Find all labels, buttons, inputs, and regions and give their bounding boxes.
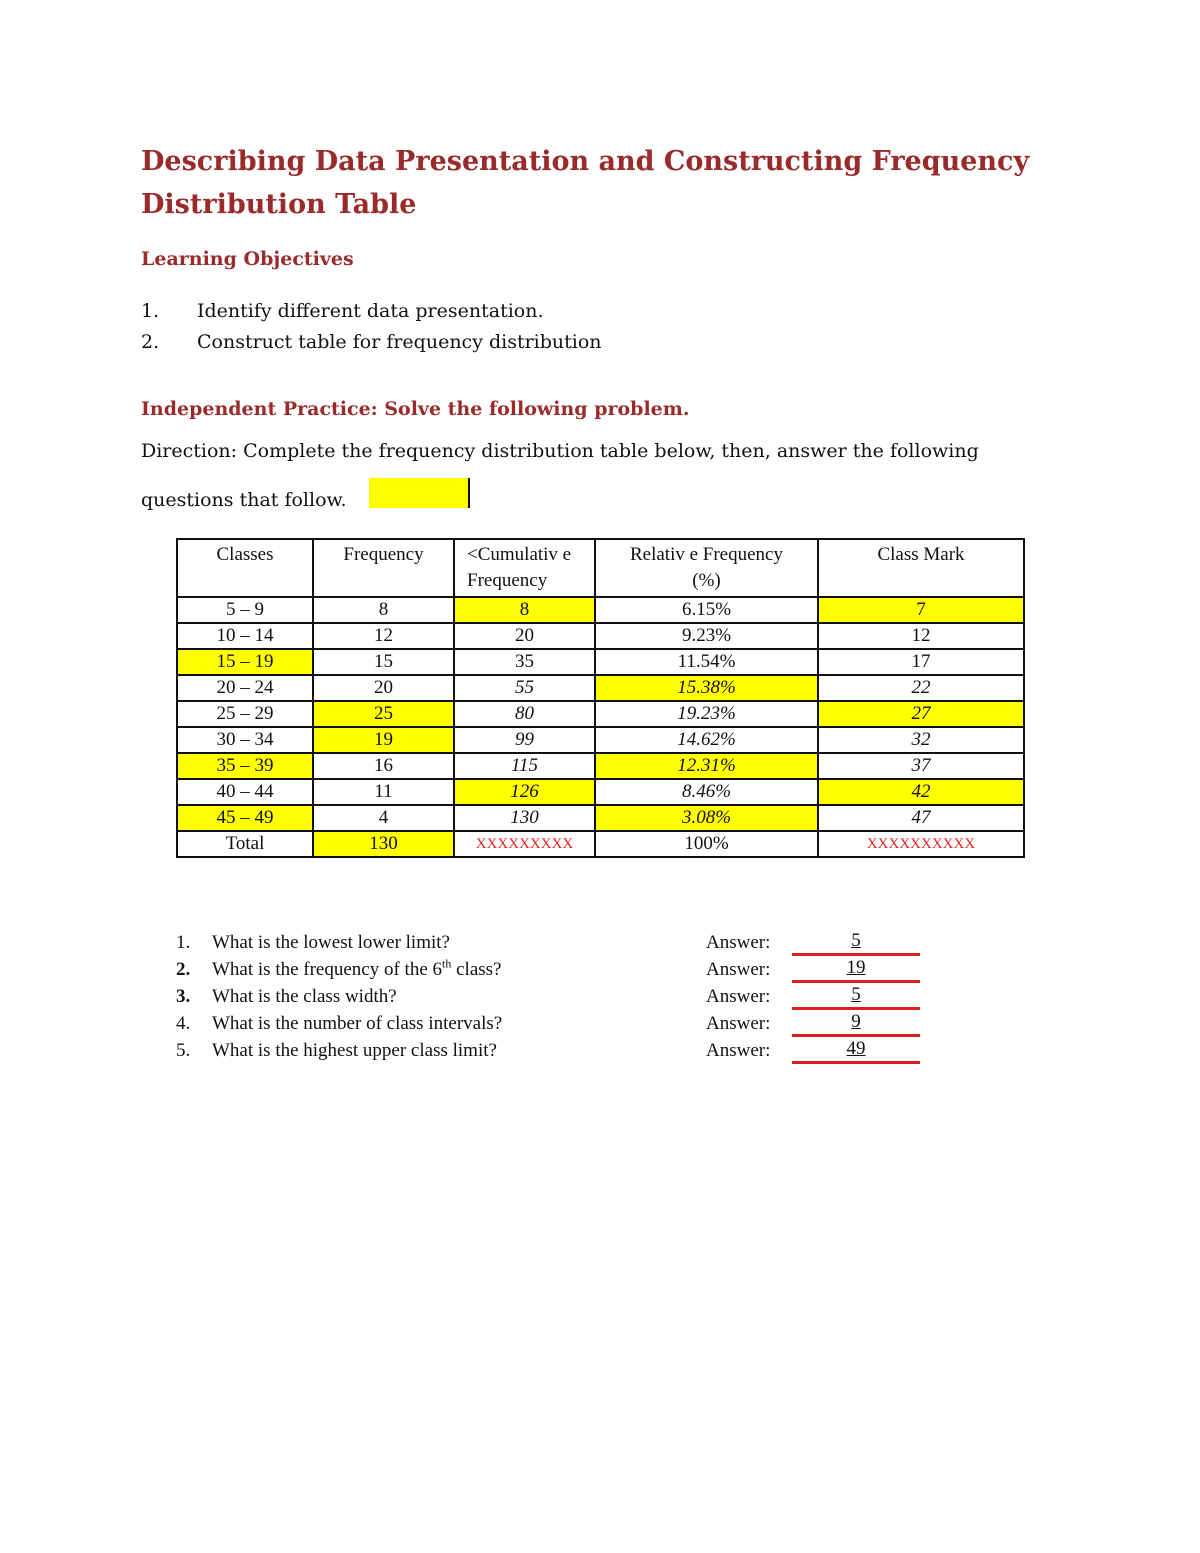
cell-class-mark: 42 bbox=[818, 779, 1024, 805]
answer-label: Answer: bbox=[706, 986, 771, 1007]
page-title: Describing Data Presentation and Constructing Frequency Distribution Table bbox=[141, 146, 1030, 220]
cell-relative: 6.15% bbox=[595, 597, 818, 623]
answer-label: Answer: bbox=[706, 932, 771, 953]
cell-class-mark: 37 bbox=[818, 753, 1024, 779]
cell-cumulative: 99 bbox=[454, 727, 595, 753]
header-classes: Classes bbox=[177, 539, 313, 597]
cell-relative: 11.54% bbox=[595, 649, 818, 675]
cell-frequency: 12 bbox=[313, 623, 454, 649]
cell-relative: 3.08% bbox=[595, 805, 818, 831]
objectives-heading: Learning Objectives bbox=[141, 248, 354, 270]
cell-class: 25 – 29 bbox=[177, 701, 313, 727]
question-number: 3. bbox=[176, 986, 191, 1007]
question-text: What is the frequency of the 6th class? bbox=[212, 956, 502, 980]
cell-cumulative: 80 bbox=[454, 701, 595, 727]
practice-heading: Independent Practice: Solve the following problem. bbox=[141, 398, 690, 420]
cell-class: 45 – 49 bbox=[177, 805, 313, 831]
cell-total-frequency: 130 bbox=[313, 831, 454, 857]
cell-class: 30 – 34 bbox=[177, 727, 313, 753]
cell-total-class-mark: XXXXXXXXXX bbox=[818, 831, 1024, 857]
cell-class: 5 – 9 bbox=[177, 597, 313, 623]
highlight-box bbox=[369, 478, 470, 508]
question-number: 4. bbox=[176, 1013, 191, 1034]
cell-relative: 8.46% bbox=[595, 779, 818, 805]
cell-class-mark: 22 bbox=[818, 675, 1024, 701]
question-text: What is the class width? bbox=[212, 986, 397, 1007]
cell-class-mark: 27 bbox=[818, 701, 1024, 727]
question-number: 2. bbox=[176, 959, 191, 980]
header-frequency: Frequency bbox=[313, 539, 454, 597]
answer-value: 5 bbox=[792, 983, 920, 1010]
table-row bbox=[177, 805, 1024, 831]
frequency-table bbox=[176, 538, 1025, 858]
table-row bbox=[177, 623, 1024, 649]
table-row bbox=[177, 779, 1024, 805]
header-class-mark: Class Mark bbox=[818, 539, 1024, 597]
objective-text: Identify different data presentation. bbox=[197, 300, 544, 322]
cell-total-label: Total bbox=[177, 831, 313, 857]
header-relative-frequency: Relativ e Frequency (%) bbox=[595, 539, 818, 597]
objective-text: Construct table for frequency distribution bbox=[197, 331, 602, 353]
cell-class: 10 – 14 bbox=[177, 623, 313, 649]
cell-cumulative: 130 bbox=[454, 805, 595, 831]
direction-line-1: Direction: Complete the frequency distribution table below, then, answer the following bbox=[141, 440, 979, 462]
table-total-row bbox=[177, 831, 1024, 857]
questions-list bbox=[176, 929, 936, 1064]
cell-class-mark: 7 bbox=[818, 597, 1024, 623]
direction-line-2: questions that follow. bbox=[141, 489, 347, 511]
cell-class-mark: 12 bbox=[818, 623, 1024, 649]
table-row bbox=[177, 649, 1024, 675]
table-row bbox=[177, 597, 1024, 623]
answer-label: Answer: bbox=[706, 959, 771, 980]
question-number: 5. bbox=[176, 1040, 191, 1061]
cell-cumulative: 8 bbox=[454, 597, 595, 623]
cell-class-mark: 47 bbox=[818, 805, 1024, 831]
question-item bbox=[176, 983, 936, 1010]
cell-cumulative: 20 bbox=[454, 623, 595, 649]
cell-relative: 9.23% bbox=[595, 623, 818, 649]
cell-relative: 15.38% bbox=[595, 675, 818, 701]
question-item bbox=[176, 956, 936, 983]
cell-class-mark: 32 bbox=[818, 727, 1024, 753]
cell-frequency: 8 bbox=[313, 597, 454, 623]
objective-item: 1. Identify different data presentation. bbox=[141, 300, 544, 322]
cell-class: 40 – 44 bbox=[177, 779, 313, 805]
question-item bbox=[176, 1037, 936, 1064]
cell-cumulative: 126 bbox=[454, 779, 595, 805]
cell-total-relative: 100% bbox=[595, 831, 818, 857]
table-row bbox=[177, 753, 1024, 779]
cell-relative: 19.23% bbox=[595, 701, 818, 727]
cell-frequency: 20 bbox=[313, 675, 454, 701]
objectives-list bbox=[141, 296, 602, 358]
objective-item: 2. Construct table for frequency distribution bbox=[141, 331, 602, 353]
table-row bbox=[177, 727, 1024, 753]
cell-total-cumulative: XXXXXXXXX bbox=[454, 831, 595, 857]
question-item bbox=[176, 929, 936, 956]
cell-relative: 12.31% bbox=[595, 753, 818, 779]
cell-class: 20 – 24 bbox=[177, 675, 313, 701]
cell-cumulative: 115 bbox=[454, 753, 595, 779]
cell-frequency: 19 bbox=[313, 727, 454, 753]
answer-value: 19 bbox=[792, 956, 920, 983]
answer-label: Answer: bbox=[706, 1013, 771, 1034]
table-header-row bbox=[177, 539, 1024, 597]
cell-frequency: 25 bbox=[313, 701, 454, 727]
cell-frequency: 11 bbox=[313, 779, 454, 805]
question-number: 1. bbox=[176, 932, 191, 953]
question-text: What is the highest upper class limit? bbox=[212, 1040, 497, 1061]
table-row bbox=[177, 675, 1024, 701]
cell-class-mark: 17 bbox=[818, 649, 1024, 675]
question-text: What is the lowest lower limit? bbox=[212, 932, 450, 953]
question-text: What is the number of class intervals? bbox=[212, 1013, 503, 1034]
cell-cumulative: 55 bbox=[454, 675, 595, 701]
cell-frequency: 16 bbox=[313, 753, 454, 779]
answer-value: 49 bbox=[792, 1037, 920, 1064]
header-cumulative-frequency: <Cumulativ e Frequency bbox=[454, 539, 595, 597]
cell-frequency: 4 bbox=[313, 805, 454, 831]
cell-frequency: 15 bbox=[313, 649, 454, 675]
cell-relative: 14.62% bbox=[595, 727, 818, 753]
answer-value: 5 bbox=[792, 929, 920, 956]
cell-cumulative: 35 bbox=[454, 649, 595, 675]
cell-class: 35 – 39 bbox=[177, 753, 313, 779]
answer-label: Answer: bbox=[706, 1040, 771, 1061]
table-row bbox=[177, 701, 1024, 727]
cell-class: 15 – 19 bbox=[177, 649, 313, 675]
answer-value: 9 bbox=[792, 1010, 920, 1037]
question-item bbox=[176, 1010, 936, 1037]
